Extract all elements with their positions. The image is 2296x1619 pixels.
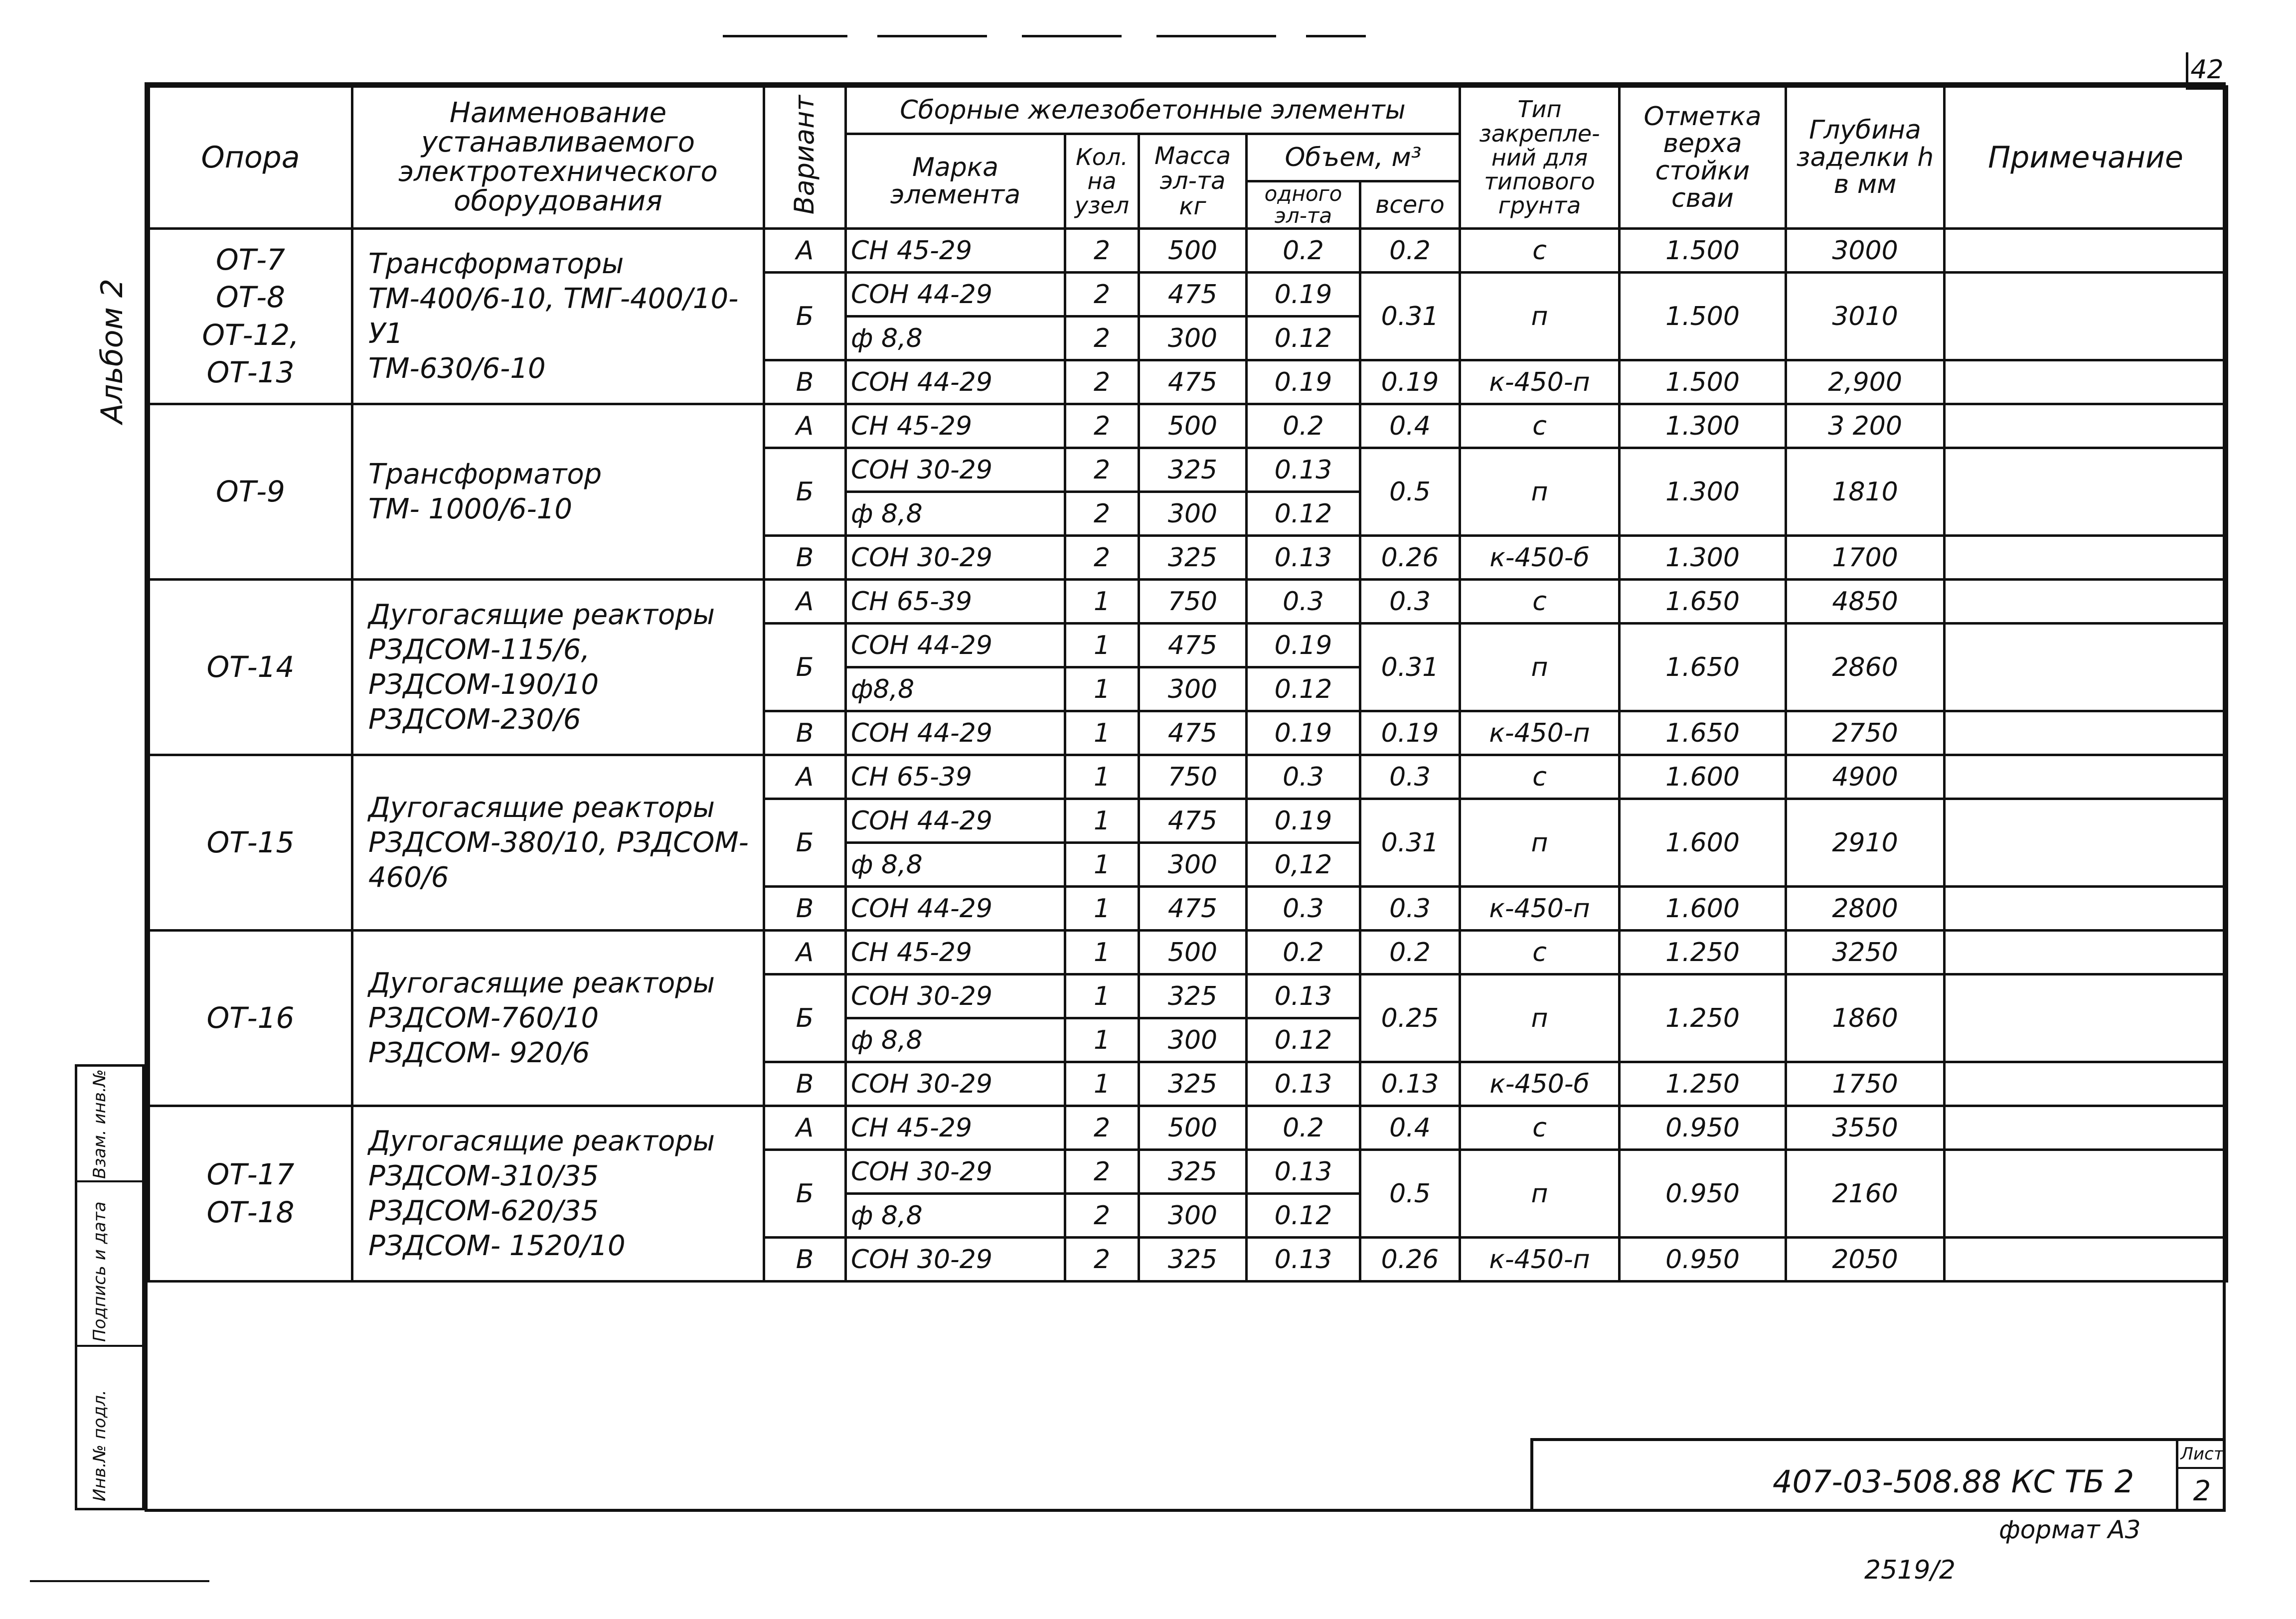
volume-one-cell: 0.19	[1247, 799, 1360, 843]
variant-cell: Б	[764, 799, 846, 887]
mark-cell: СОН 30-29	[846, 1238, 1065, 1282]
mass-cell: 475	[1139, 711, 1247, 755]
variant-cell: Б	[764, 448, 846, 536]
volume-one-cell: 0.19	[1247, 624, 1360, 667]
mass-cell: 325	[1139, 536, 1247, 580]
depth-cell: 2860	[1786, 624, 1945, 711]
pile-top-cell: 1.650	[1620, 711, 1786, 755]
volume-one-cell: 0.13	[1247, 536, 1360, 580]
qty-cell: 1	[1065, 624, 1139, 667]
depth-cell: 1700	[1786, 536, 1945, 580]
mark-cell: ф 8,8	[846, 1194, 1065, 1238]
note-cell	[1945, 536, 2227, 580]
note-cell	[1945, 360, 2227, 404]
fastening-cell: п	[1460, 974, 1620, 1062]
fastening-cell: п	[1460, 448, 1620, 536]
volume-total-cell: 0.4	[1360, 404, 1460, 448]
volume-one-cell: 0.19	[1247, 711, 1360, 755]
depth-cell: 3 200	[1786, 404, 1945, 448]
support-cell: ОТ-17 ОТ-18	[149, 1106, 352, 1282]
mass-cell: 500	[1139, 404, 1247, 448]
note-cell	[1945, 799, 2227, 887]
pile-top-cell: 1.500	[1620, 229, 1786, 273]
qty-cell: 2	[1065, 404, 1139, 448]
qty-cell: 1	[1065, 843, 1139, 887]
qty-cell: 2	[1065, 1194, 1139, 1238]
volume-one-cell: 0.2	[1247, 931, 1360, 974]
pile-top-cell: 0.950	[1620, 1150, 1786, 1238]
volume-one-cell: 0.13	[1247, 974, 1360, 1018]
header-depth: Глубина заделки h в мм	[1786, 87, 1945, 229]
volume-total-cell: 0.3	[1360, 887, 1460, 931]
qty-cell: 1	[1065, 580, 1139, 624]
note-cell	[1945, 974, 2227, 1062]
volume-total-cell: 0.13	[1360, 1062, 1460, 1106]
volume-one-cell: 0.19	[1247, 360, 1360, 404]
mass-cell: 300	[1139, 1194, 1247, 1238]
note-cell	[1945, 1062, 2227, 1106]
depth-cell: 2910	[1786, 799, 1945, 887]
support-cell: ОТ-14	[149, 580, 352, 755]
volume-total-cell: 0.5	[1360, 448, 1460, 536]
qty-cell: 1	[1065, 1018, 1139, 1062]
qty-cell: 1	[1065, 799, 1139, 843]
fastening-cell: п	[1460, 624, 1620, 711]
mass-cell: 325	[1139, 1150, 1247, 1194]
fastening-cell: к-450-п	[1460, 1238, 1620, 1282]
volume-total-cell: 0.19	[1360, 360, 1460, 404]
volume-one-cell: 0.2	[1247, 229, 1360, 273]
volume-total-cell: 0.5	[1360, 1150, 1460, 1238]
fastening-cell: п	[1460, 1150, 1620, 1238]
volume-one-cell: 0.13	[1247, 1150, 1360, 1194]
pile-top-cell: 1.300	[1620, 404, 1786, 448]
volume-one-cell: 0.13	[1247, 1062, 1360, 1106]
header-mass: Масса эл-та кг	[1139, 134, 1247, 229]
depth-cell: 3550	[1786, 1106, 1945, 1150]
depth-cell: 2800	[1786, 887, 1945, 931]
volume-one-cell: 0.12	[1247, 667, 1360, 711]
variant-cell: В	[764, 887, 846, 931]
mass-cell: 500	[1139, 1106, 1247, 1150]
pile-top-cell: 1.300	[1620, 536, 1786, 580]
header-volume-total: всего	[1360, 181, 1460, 229]
header-qty: Кол. на узел	[1065, 134, 1139, 229]
header-volume-one: одного эл-та	[1247, 181, 1360, 229]
volume-one-cell: 0,12	[1247, 843, 1360, 887]
pile-top-cell: 1.500	[1620, 273, 1786, 360]
fastening-cell: к-450-п	[1460, 360, 1620, 404]
volume-total-cell: 0.3	[1360, 755, 1460, 799]
fastening-cell: п	[1460, 273, 1620, 360]
volume-total-cell: 0.19	[1360, 711, 1460, 755]
mass-cell: 325	[1139, 974, 1247, 1018]
mass-cell: 750	[1139, 580, 1247, 624]
volume-total-cell: 0.31	[1360, 273, 1460, 360]
variant-cell: Б	[764, 624, 846, 711]
mark-cell: СОН 44-29	[846, 624, 1065, 667]
depth-cell: 4900	[1786, 755, 1945, 799]
mark-cell: СОН 30-29	[846, 448, 1065, 492]
depth-cell: 3250	[1786, 931, 1945, 974]
volume-one-cell: 0.13	[1247, 1238, 1360, 1282]
volume-total-cell: 0.31	[1360, 799, 1460, 887]
pile-top-cell: 1.650	[1620, 580, 1786, 624]
pile-top-cell: 1.600	[1620, 799, 1786, 887]
sheet-corner-number: 42	[2186, 52, 2226, 90]
fastening-cell: с	[1460, 229, 1620, 273]
header-mark: Марка элемента	[846, 134, 1065, 229]
header-fastening: Тип закрепле-ний для типового грунта	[1460, 87, 1620, 229]
note-cell	[1945, 580, 2227, 624]
volume-one-cell: 0.3	[1247, 887, 1360, 931]
depth-cell: 2050	[1786, 1238, 1945, 1282]
mark-cell: СОН 44-29	[846, 799, 1065, 843]
qty-cell: 2	[1065, 492, 1139, 536]
inv-original-label: Инв.№ подл.	[90, 1390, 110, 1501]
depth-cell: 1860	[1786, 974, 1945, 1062]
mass-cell: 475	[1139, 624, 1247, 667]
qty-cell: 1	[1065, 1062, 1139, 1106]
variant-cell: А	[764, 229, 846, 273]
pile-top-cell: 1.600	[1620, 887, 1786, 931]
fastening-cell: с	[1460, 931, 1620, 974]
depth-cell: 2750	[1786, 711, 1945, 755]
mass-cell: 300	[1139, 1018, 1247, 1062]
note-cell	[1945, 1150, 2227, 1238]
mark-cell: СН 45-29	[846, 229, 1065, 273]
qty-cell: 2	[1065, 448, 1139, 492]
pile-top-cell: 1.500	[1620, 360, 1786, 404]
volume-total-cell: 0.26	[1360, 536, 1460, 580]
mass-cell: 300	[1139, 492, 1247, 536]
table-row	[149, 931, 2227, 974]
pile-top-cell: 1.250	[1620, 974, 1786, 1062]
table-row	[149, 229, 2227, 273]
mass-cell: 500	[1139, 931, 1247, 974]
variant-cell: В	[764, 1062, 846, 1106]
volume-one-cell: 0.3	[1247, 755, 1360, 799]
mark-cell: СОН 30-29	[846, 974, 1065, 1018]
qty-cell: 2	[1065, 1238, 1139, 1282]
note-cell	[1945, 273, 2227, 360]
mass-cell: 325	[1139, 1062, 1247, 1106]
note-cell	[1945, 931, 2227, 974]
mark-cell: СН 45-29	[846, 931, 1065, 974]
mark-cell: СН 45-29	[846, 1106, 1065, 1150]
fastening-cell: п	[1460, 799, 1620, 887]
qty-cell: 1	[1065, 667, 1139, 711]
volume-one-cell: 0.2	[1247, 404, 1360, 448]
depth-cell: 3010	[1786, 273, 1945, 360]
support-cell: ОТ-9	[149, 404, 352, 580]
format-label: формат А3	[1999, 1515, 2141, 1544]
header-pile-top: Отметка верха стойки сваи	[1620, 87, 1786, 229]
table-row	[149, 404, 2227, 448]
mark-cell: СОН 44-29	[846, 360, 1065, 404]
pile-top-cell: 1.250	[1620, 931, 1786, 974]
fastening-cell: с	[1460, 755, 1620, 799]
mark-cell: ф8,8	[846, 667, 1065, 711]
header-equipment: Наименование устанавливаемого электротехнического оборудования	[352, 87, 764, 229]
qty-cell: 2	[1065, 1106, 1139, 1150]
header-support: Опора	[149, 87, 352, 229]
equipment-cell: Трансформаторы ТМ-400/6-10, ТМГ-400/10-У1 ТМ-630/6-10	[352, 229, 764, 404]
sheet-label: Лист	[2178, 1441, 2226, 1469]
header-precast-group: Сборные железобетонные элементы	[846, 87, 1460, 134]
volume-one-cell: 0.19	[1247, 273, 1360, 317]
title-block	[1530, 1438, 2226, 1512]
mass-cell: 475	[1139, 273, 1247, 317]
pile-top-cell: 1.250	[1620, 1062, 1786, 1106]
fastening-cell: с	[1460, 1106, 1620, 1150]
mass-cell: 325	[1139, 1238, 1247, 1282]
volume-total-cell: 0.3	[1360, 580, 1460, 624]
qty-cell: 2	[1065, 360, 1139, 404]
support-cell: ОТ-7 ОТ-8 ОТ-12, ОТ-13	[149, 229, 352, 404]
mark-cell: СОН 30-29	[846, 1062, 1065, 1106]
variant-cell: В	[764, 711, 846, 755]
mark-cell: СОН 44-29	[846, 711, 1065, 755]
mark-cell: ф 8,8	[846, 1018, 1065, 1062]
fastening-cell: с	[1460, 404, 1620, 448]
depth-cell: 1810	[1786, 448, 1945, 536]
document-code: 407-03-508.88 КС ТБ 2	[1773, 1463, 2134, 1500]
note-cell	[1945, 887, 2227, 931]
inventory-number: 2519/2	[1864, 1555, 1956, 1585]
header-note: Примечание	[1945, 87, 2227, 229]
mass-cell: 750	[1139, 755, 1247, 799]
elements-table	[148, 85, 2228, 1283]
mark-cell: СН 45-29	[846, 404, 1065, 448]
table-row	[149, 755, 2227, 799]
variant-cell: Б	[764, 1150, 846, 1238]
qty-cell: 1	[1065, 887, 1139, 931]
equipment-cell: Дугогасящие реакторы РЗДСОМ-115/6, РЗДСОМ-190/10 РЗДСОМ-230/6	[352, 580, 764, 755]
equipment-cell: Дугогасящие реакторы РЗДСОМ-310/35 РЗДСОМ-620/35 РЗДСОМ- 1520/10	[352, 1106, 764, 1282]
depth-cell: 2,900	[1786, 360, 1945, 404]
pile-top-cell: 0.950	[1620, 1238, 1786, 1282]
note-cell	[1945, 711, 2227, 755]
depth-cell: 2160	[1786, 1150, 1945, 1238]
mark-cell: СН 65-39	[846, 580, 1065, 624]
variant-cell: Б	[764, 273, 846, 360]
depth-cell: 4850	[1786, 580, 1945, 624]
mark-cell: СН 65-39	[846, 755, 1065, 799]
volume-total-cell: 0.31	[1360, 624, 1460, 711]
depth-cell: 3000	[1786, 229, 1945, 273]
volume-one-cell: 0.12	[1247, 492, 1360, 536]
variant-cell: А	[764, 580, 846, 624]
sheet-value: 2	[2193, 1475, 2211, 1507]
note-cell	[1945, 1106, 2227, 1150]
support-cell: ОТ-15	[149, 755, 352, 931]
replaced-inv-label: Взам. инв.№	[90, 1069, 110, 1179]
qty-cell: 2	[1065, 317, 1139, 360]
mark-cell: СОН 30-29	[846, 536, 1065, 580]
mark-cell: ф 8,8	[846, 492, 1065, 536]
mass-cell: 475	[1139, 360, 1247, 404]
mass-cell: 300	[1139, 317, 1247, 360]
qty-cell: 2	[1065, 273, 1139, 317]
volume-total-cell: 0.26	[1360, 1238, 1460, 1282]
table-row	[149, 580, 2227, 624]
variant-cell: А	[764, 1106, 846, 1150]
variant-cell: А	[764, 931, 846, 974]
volume-one-cell: 0.3	[1247, 580, 1360, 624]
pile-top-cell: 1.600	[1620, 755, 1786, 799]
mass-cell: 475	[1139, 887, 1247, 931]
variant-cell: В	[764, 1238, 846, 1282]
qty-cell: 1	[1065, 974, 1139, 1018]
mark-cell: ф 8,8	[846, 843, 1065, 887]
note-cell	[1945, 229, 2227, 273]
note-cell	[1945, 755, 2227, 799]
mass-cell: 300	[1139, 843, 1247, 887]
note-cell	[1945, 1238, 2227, 1282]
mass-cell: 300	[1139, 667, 1247, 711]
mark-cell: СОН 30-29	[846, 1150, 1065, 1194]
note-cell	[1945, 404, 2227, 448]
qty-cell: 2	[1065, 1150, 1139, 1194]
qty-cell: 2	[1065, 229, 1139, 273]
mark-cell: СОН 44-29	[846, 887, 1065, 931]
mark-cell: ф 8,8	[846, 317, 1065, 360]
volume-one-cell: 0.12	[1247, 317, 1360, 360]
volume-one-cell: 0.13	[1247, 448, 1360, 492]
table-row	[149, 1106, 2227, 1150]
qty-cell: 1	[1065, 755, 1139, 799]
album-label: Альбом 2	[95, 279, 130, 424]
header-variant: Вариант	[764, 87, 846, 229]
qty-cell: 2	[1065, 536, 1139, 580]
depth-cell: 1750	[1786, 1062, 1945, 1106]
mass-cell: 500	[1139, 229, 1247, 273]
variant-cell: В	[764, 536, 846, 580]
volume-total-cell: 0.2	[1360, 229, 1460, 273]
mass-cell: 325	[1139, 448, 1247, 492]
equipment-cell: Трансформатор ТМ- 1000/6-10	[352, 404, 764, 580]
signature-date-label: Подпись и дата	[90, 1201, 110, 1342]
variant-cell: В	[764, 360, 846, 404]
qty-cell: 1	[1065, 711, 1139, 755]
equipment-cell: Дугогасящие реакторы РЗДСОМ-380/10, РЗДСОМ- 460/6	[352, 755, 764, 931]
volume-total-cell: 0.4	[1360, 1106, 1460, 1150]
fastening-cell: к-450-п	[1460, 887, 1620, 931]
variant-cell: Б	[764, 974, 846, 1062]
sheet-cell	[2176, 1441, 2226, 1512]
note-cell	[1945, 624, 2227, 711]
volume-total-cell: 0.2	[1360, 931, 1460, 974]
volume-total-cell: 0.25	[1360, 974, 1460, 1062]
equipment-cell: Дугогасящие реакторы РЗДСОМ-760/10 РЗДСОМ- 920/6	[352, 931, 764, 1106]
fastening-cell: к-450-б	[1460, 1062, 1620, 1106]
pile-top-cell: 1.300	[1620, 448, 1786, 536]
fastening-cell: к-450-б	[1460, 536, 1620, 580]
support-cell: ОТ-16	[149, 931, 352, 1106]
fastening-cell: с	[1460, 580, 1620, 624]
volume-one-cell: 0.2	[1247, 1106, 1360, 1150]
header-volume-group: Объем, м³	[1247, 134, 1460, 181]
fastening-cell: к-450-п	[1460, 711, 1620, 755]
volume-one-cell: 0.12	[1247, 1018, 1360, 1062]
pile-top-cell: 1.650	[1620, 624, 1786, 711]
stamp-strip	[75, 1064, 145, 1510]
mark-cell: СОН 44-29	[846, 273, 1065, 317]
qty-cell: 1	[1065, 931, 1139, 974]
mass-cell: 475	[1139, 799, 1247, 843]
volume-one-cell: 0.12	[1247, 1194, 1360, 1238]
variant-cell: А	[764, 404, 846, 448]
variant-cell: А	[764, 755, 846, 799]
pile-top-cell: 0.950	[1620, 1106, 1786, 1150]
note-cell	[1945, 448, 2227, 536]
